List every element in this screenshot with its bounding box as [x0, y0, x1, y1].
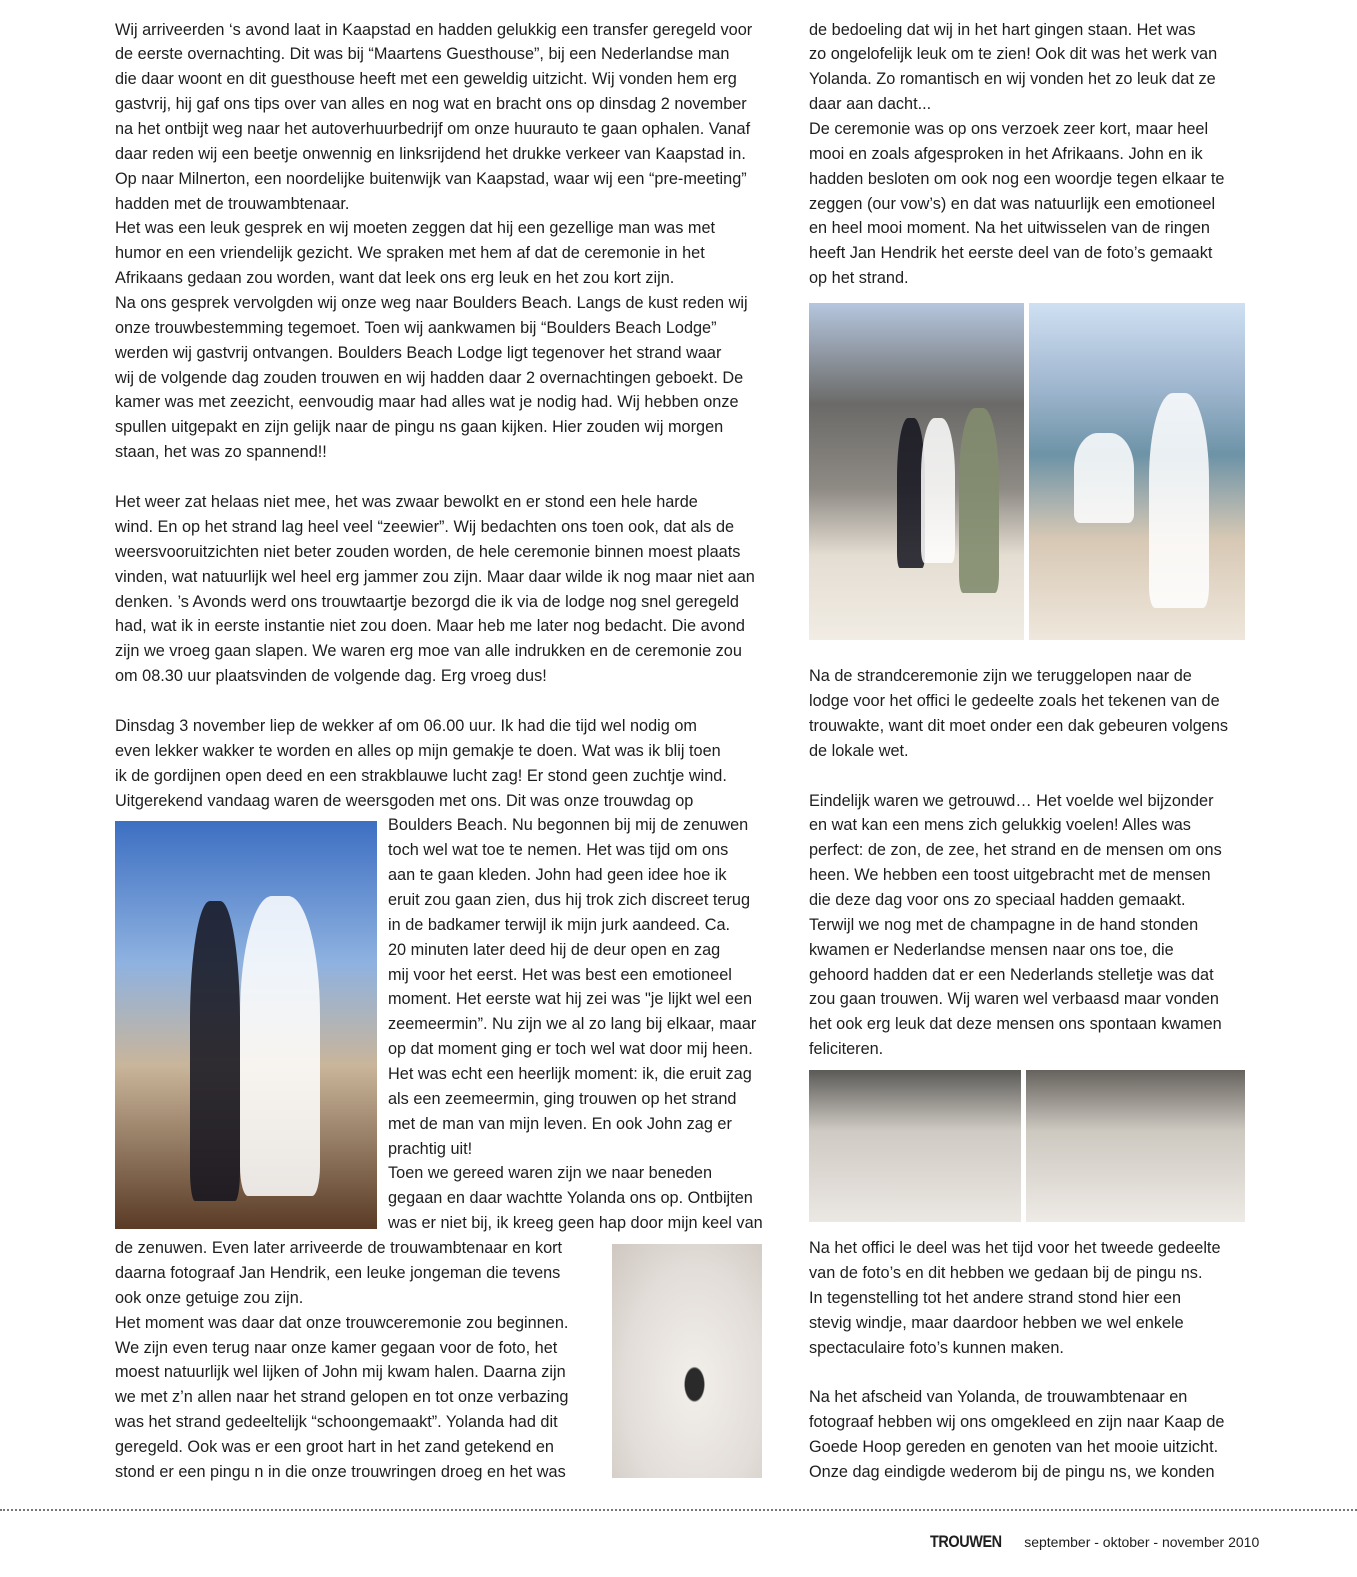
text-line: In tegenstelling tot het andere strand stond hier een	[809, 1288, 1182, 1307]
article-text-left-4	[115, 1236, 568, 1485]
text-line: Het weer zat helaas niet mee, het was zwaar bewolkt en er stond een hele harde	[115, 493, 698, 512]
text-line: prachtig uit!	[388, 1139, 473, 1158]
text-line: Yolanda. Zo romantisch en wij vonden het zo leuk dat ze	[809, 70, 1216, 89]
text-line: Het was echt een heerlijk moment: ik, die eruit zag	[388, 1064, 752, 1083]
text-line: toch wel wat toe te nemen. Het was tijd om ons	[388, 841, 729, 860]
text-line: in de badkamer terwijl ik mijn jurk aandeed. Ca.	[388, 915, 731, 934]
text-line: spullen uitgepakt en zijn gelijk naar de pingu ns gaan kijken. Hier zouden wij morgen	[115, 418, 724, 437]
bride-figure	[1149, 393, 1209, 608]
text-line: als een zeemeermin, ging trouwen op het strand	[388, 1089, 737, 1108]
text-line: humor en een vriendelijk gezicht. We spraken met hem af dat de ceremonie in het	[115, 244, 705, 263]
text-line: spectaculaire foto’s kunnen maken.	[809, 1338, 1064, 1357]
text-line: wij de volgende dag zouden trouwen en wij hadden daar 2 overnachtingen geboekt. De	[115, 368, 744, 387]
text-line: Afrikaans gedaan zou worden, want dat leek ons erg leuk en het zou kort zijn.	[115, 269, 675, 288]
text-line: moment. Het eerste wat hij zei was "je lijkt wel een	[388, 990, 753, 1009]
text-line: mooi en zoals afgesproken in het Afrikaans. John en ik	[809, 144, 1203, 163]
text-line: De ceremonie was op ons verzoek zeer kort, maar heel	[809, 120, 1209, 139]
groom-figure	[190, 901, 240, 1201]
article-text-left-2	[115, 490, 755, 689]
text-line: ik de gordijnen open deed en een strakblauwe lucht zag! Er stond geen zuchtje wind.	[115, 766, 727, 785]
text-line: Eindelijk waren we getrouwd… Het voelde wel bijzonder	[809, 791, 1214, 810]
text-line: na het ontbijt weg naar het autoverhuurbedrijf om onze huurauto te gaan ophalen. Vanaf	[115, 120, 751, 139]
text-line: gehoord hadden dat er een Nederlands stelletje was dat	[809, 965, 1214, 984]
text-line: was het strand gedeeltelijk “schoongemaakt”. Yolanda had dit	[115, 1413, 558, 1432]
text-line: heen. We hebben een toost uitgebracht met de mensen	[809, 866, 1211, 885]
article-text-left-1	[115, 18, 752, 465]
text-line: staan, het was zo spannend!!	[115, 443, 327, 462]
photo-penguin-with-rings	[612, 1244, 762, 1478]
text-line: 20 minuten later deed hij de deur open en zag	[388, 940, 721, 959]
text-line: We zijn even terug naar onze kamer gegaan voor de foto, het	[115, 1338, 558, 1357]
text-line: die daar woont en dit guesthouse heeft met een geweldig uitzicht. Wij vonden hem erg	[115, 70, 737, 89]
text-line: mij voor het eerst. Het was best een emotioneel	[388, 965, 732, 984]
text-line: even lekker wakker te worden en alles op mijn gemakje te doen. Wat was ik blij toen	[115, 741, 721, 760]
photo-bride-with-penguins	[1026, 1070, 1245, 1222]
article-text-right-4	[809, 1236, 1221, 1360]
article-text-right-3	[809, 789, 1222, 1062]
text-line: hadden met de trouwambtenaar.	[115, 194, 350, 213]
text-line: vinden, wat natuurlijk wel heel erg jammer zou zijn. Maar daar wilde ik nog maar niet aan	[115, 567, 755, 586]
text-line: Goede Hoop gereden en genoten van het mooie uitzicht.	[809, 1438, 1219, 1457]
text-line: Dinsdag 3 november liep de wekker af om 06.00 uur. Ik had die tijd wel nodig om	[115, 717, 697, 735]
text-line: Terwijl we nog met de champagne in de hand stonden	[809, 915, 1199, 934]
text-line: gegaan en daar wachtte Yolanda ons op. Ontbijten	[388, 1189, 753, 1208]
page-footer	[930, 1532, 1259, 1552]
officiant-figure	[959, 408, 999, 593]
text-line: de eerste overnachting. Dit was bij “Maartens Guesthouse”, bij een Nederlandse man	[115, 45, 730, 64]
text-line: van de foto’s en dit hebben we gedaan bij de pingu ns.	[809, 1264, 1203, 1283]
text-line: Na ons gesprek vervolgden wij onze weg naar Boulders Beach. Langs de kust reden wij	[115, 294, 748, 313]
text-line: Boulders Beach. Nu begonnen bij mij de zenuwen	[388, 816, 749, 835]
photo-couple-with-penguins	[809, 1070, 1021, 1222]
groom-figure	[1074, 433, 1134, 523]
text-line: feliciteren.	[809, 1040, 884, 1059]
text-line: Na de strandceremonie zijn we teruggelopen naar de	[809, 667, 1192, 686]
text-line: kamer was met zeezicht, eenvoudig maar had alles wat je nodig had. Wij hebben onze	[115, 393, 739, 412]
issue-date: september - oktober - november 2010	[1024, 1534, 1260, 1550]
text-line: stond er een pingu n in die onze trouwringen droeg en het was	[115, 1462, 566, 1481]
text-line: het ook erg leuk dat deze mensen ons spontaan kwamen	[809, 1015, 1222, 1034]
text-line: was er niet bij, ik kreeg geen hap door mijn keel van	[388, 1214, 763, 1233]
photo-couple-on-stairs	[115, 821, 377, 1229]
text-line: trouwakte, want dit moet onder een dak gebeuren volgens	[809, 716, 1229, 735]
text-line: zeemeermin”. Nu zijn we al zo lang bij elkaar, maar	[388, 1015, 757, 1034]
text-line: die deze dag voor ons zo speciaal hadden gemaakt.	[809, 891, 1186, 910]
text-line: perfect: de zon, de zee, het strand en de mensen om ons	[809, 841, 1222, 860]
bride-figure	[240, 896, 320, 1196]
text-line: kwamen er Nederlandse mensen naar ons toe, die	[809, 940, 1174, 959]
magazine-brand: TROUWEN	[930, 1532, 1002, 1551]
text-line: denken. ’s Avonds werd ons trouwtaartje bezorgd die ik via de lodge nog snel geregeld	[115, 592, 739, 611]
photo-beach-ceremony	[809, 303, 1024, 640]
text-line: fotograaf hebben wij ons omgekleed en zijn naar Kaap de	[809, 1413, 1225, 1432]
text-line: Toen we gereed waren zijn we naar beneden	[388, 1164, 713, 1183]
text-line: stevig windje, maar daardoor hebben we wel enkele	[809, 1313, 1184, 1332]
article-text-left-3	[115, 714, 727, 813]
article-text-right-1	[809, 18, 1224, 291]
text-line: eruit zou gaan zien, dus hij trok zich discreet terug	[388, 890, 750, 909]
text-line: hadden besloten om ook nog een woordje tegen elkaar te	[809, 169, 1225, 188]
text-line: daarna fotograaf Jan Hendrik, een leuke jongeman die tevens	[115, 1264, 561, 1283]
text-line: daar aan dacht...	[809, 95, 932, 114]
text-line: Op naar Milnerton, een noordelijke buitenwijk van Kaapstad, waar wij een “pre-meeting”	[115, 169, 747, 188]
text-line: Onze dag eindigde wederom bij de pingu ns, we konden	[809, 1462, 1215, 1481]
footer-divider	[0, 1509, 1357, 1511]
text-line: onze trouwbestemming tegemoet. Toen wij aankwamen bij “Boulders Beach Lodge”	[115, 318, 717, 337]
article-text-right-5	[809, 1385, 1224, 1484]
text-line: Wij arriveerden ‘s avond laat in Kaapstad en hadden gelukkig een transfer geregeld voor	[115, 20, 753, 39]
text-line: op het strand.	[809, 269, 909, 288]
text-line: had, wat ik in eerste instantie niet zou doen. Maar heb me later nog bedacht. Die avond	[115, 617, 745, 636]
text-line: de zenuwen. Even later arriveerde de trouwambtenaar en kort	[115, 1239, 563, 1258]
text-line: weersvooruitzichten niet beter zouden worden, de hele ceremonie binnen moest plaats	[115, 542, 741, 561]
text-line: gastvrij, hij gaf ons tips over van alles en nog wat en bracht ons op dinsdag 2 november	[115, 95, 747, 114]
text-line: zijn we vroeg gaan slapen. We waren erg moe van alle indrukken en de ceremonie zou	[115, 642, 742, 661]
text-line: aan te gaan kleden. John had geen idee hoe ik	[388, 866, 727, 885]
bride-figure	[921, 418, 955, 563]
text-line: Na het offici le deel was het tijd voor het tweede gedeelte	[809, 1239, 1221, 1258]
text-line: lodge voor het offici le gedeelte zoals het tekenen van de	[809, 692, 1220, 711]
text-line: daar reden wij een beetje onwennig en linksrijdend het drukke verkeer van Kaapstad in.	[115, 144, 746, 163]
text-line: ook onze getuige zou zijn.	[115, 1288, 304, 1307]
text-line: zeggen (our vow’s) en dat was natuurlijk een emotioneel	[809, 194, 1216, 213]
text-line: Het was een leuk gesprek en wij moeten zeggen dat hij een gezellige man was met	[115, 219, 716, 238]
text-line: zo ongelofelijk leuk om te zien! Ook dit was het werk van	[809, 45, 1218, 64]
text-line: Het moment was daar dat onze trouwceremonie zou beginnen.	[115, 1313, 569, 1332]
article-text-wrap	[388, 813, 763, 1236]
text-line: en wat kan een mens zich gelukkig voelen! Alles was	[809, 816, 1191, 835]
text-line: Uitgerekend vandaag waren de weersgoden met ons. Dit was onze trouwdag op	[115, 791, 694, 810]
text-line: wind. En op het strand lag heel veel “zeewier”. Wij bedachten ons toen ook, dat als de	[115, 517, 735, 536]
text-line: de bedoeling dat wij in het hart gingen staan. Het was	[809, 20, 1196, 39]
text-line: heeft Jan Hendrik het eerste deel van de foto’s gemaakt	[809, 244, 1213, 263]
text-line: werden wij gastvrij ontvangen. Boulders Beach Lodge ligt tegenover het strand waar	[115, 343, 722, 362]
text-line: moest natuurlijk wel lijken of John mij kwam halen. Daarna zijn	[115, 1363, 566, 1382]
text-line: met de man van mijn leven. En ook John zag er	[388, 1114, 732, 1133]
text-line: op dat moment ging er toch wel wat door mij heen.	[388, 1040, 753, 1059]
photo-couple-on-rock	[1029, 303, 1245, 640]
text-line: Na het afscheid van Yolanda, de trouwambtenaar en	[809, 1388, 1188, 1407]
text-line: we met z’n allen naar het strand gelopen en tot onze verbazing	[115, 1388, 569, 1407]
article-text-right-2	[809, 664, 1228, 763]
text-line: en heel mooi moment. Na het uitwisselen van de ringen	[809, 219, 1210, 238]
text-line: de lokale wet.	[809, 741, 909, 760]
text-line: zou gaan trouwen. Wij waren wel verbaasd maar vonden	[809, 990, 1219, 1009]
text-line: om 08.30 uur plaatsvinden de volgende dag. Erg vroeg dus!	[115, 667, 547, 686]
text-line: geregeld. Ook was er een groot hart in het zand getekend en	[115, 1438, 554, 1457]
